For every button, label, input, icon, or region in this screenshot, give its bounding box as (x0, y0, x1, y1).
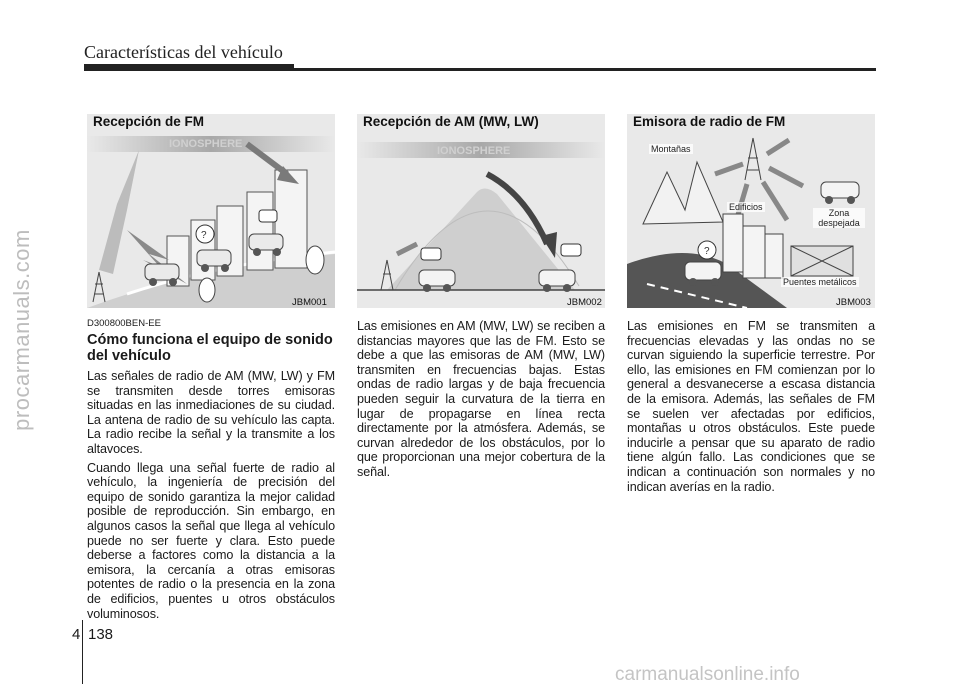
figure-title: Emisora de radio de FM (633, 114, 786, 129)
text-column-2 (357, 319, 605, 484)
section-heading: Cómo funciona el equipo de sonido del vehículo (87, 332, 333, 364)
figure-title: Recepción de AM (MW, LW) (363, 114, 539, 129)
chapter-number: 4 (72, 626, 81, 643)
figure-fm-station (627, 114, 875, 308)
svg-text:?: ? (201, 230, 207, 241)
page-header-title: Características del vehículo (84, 42, 283, 62)
fm-reception-illustration (87, 114, 335, 308)
figure-title: Recepción de FM (93, 114, 205, 129)
figure-code: JBM001 (292, 297, 327, 308)
ionosphere-label: IONOSPHERE (437, 145, 511, 157)
figure-fm-reception (87, 114, 335, 308)
label-clear-zone: Zona despejada (813, 208, 865, 228)
text-column-1 (87, 369, 335, 625)
paragraph: Las señales de radio de AM (MW, LW) y FM se transmiten desde torres emisoras situadas en las inmediaciones de su ciudad. La antena de radio de su vehículo las capta. La radio recibe la señal y la transmite a los altavoces. (87, 369, 335, 456)
am-reception-illustration (357, 114, 605, 308)
label-buildings: Edificios (729, 202, 763, 212)
bottom-watermark: carmanualsonline.info (615, 664, 800, 685)
header-rule (84, 68, 876, 71)
label-metal-bridges: Puentes metálicos (783, 277, 857, 287)
page-number: 138 (88, 626, 114, 643)
paragraph: Las emisiones en FM se transmiten a frecuencias elevadas y las ondas no se curvan siguiendo la superficie terrestre. Por ello, las emisiones en FM comienzan por lo general a desvanecerse a escasa distancia de la emisora. Además, las señales de FM se suelen ver afectadas por edificios, montañas u otros obstáculos. Este puede inducirle a pensar que su aparato de radio tiene algún fallo. Las condiciones que se indican a continuación son normales y no indican averías en la radio. (627, 319, 875, 494)
figure-code: JBM003 (836, 297, 871, 308)
footer-divider (82, 620, 83, 684)
label-mountains: Montañas (651, 144, 691, 154)
section-ref-code: D300800BEN-EE (87, 318, 161, 329)
paragraph: Cuando llega una señal fuerte de radio al vehículo, la ingeniería de precisión del equipo de sonido garantiza la mejor calidad posible de reproducción. Sin embargo, en algunos casos la señal que llega al vehículo puede no ser fuerte y clara. Esto puede deberse a factores como la distancia a la emisora, la cercanía a otras emisoras potentes de radio o la presencia en la zona de edificios, puentes u otros obstáculos voluminosos. (87, 460, 335, 621)
svg-text:?: ? (704, 246, 710, 257)
side-watermark (4, 150, 40, 510)
ionosphere-label: IONOSPHERE (169, 138, 243, 150)
figure-am-reception (357, 114, 605, 308)
figure-code: JBM002 (567, 297, 602, 308)
text-column-3 (627, 319, 875, 498)
paragraph: Las emisiones en AM (MW, LW) se reciben a distancias mayores que las de FM. Esto se debe a que las emisoras de AM (MW, LW) transmiten en frecuencias bajas. Estas ondas de radio largas y de baja frecuencia pueden seguir la curvatura de la tierra en lugar de propagarse en línea recta directamente por la atmósfera. Además, se curvan alrededor de los obstáculos, por lo que proporcionan una mejor cobertura de la señal. (357, 319, 605, 479)
side-watermark-text: procarmanuals.com (9, 229, 34, 431)
